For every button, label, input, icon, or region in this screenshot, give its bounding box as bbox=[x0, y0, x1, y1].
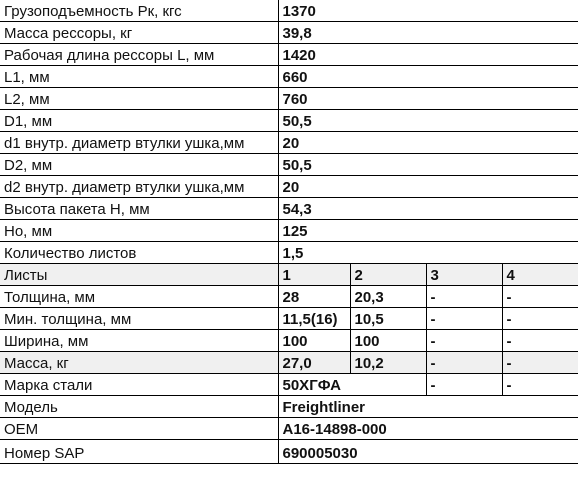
leaf-value: 100 bbox=[278, 330, 350, 352]
leaves-header-row bbox=[0, 264, 578, 286]
spec-label: Но, мм bbox=[0, 220, 278, 242]
spec-value: 1370 bbox=[278, 0, 578, 22]
spec-value: 50,5 bbox=[278, 110, 578, 132]
spec-label: L2, мм bbox=[0, 88, 278, 110]
spec-row-l2 bbox=[0, 88, 578, 110]
leaf-value: 28 bbox=[278, 286, 350, 308]
spec-label: Грузоподъемность Рк, кгс bbox=[0, 0, 278, 22]
spec-row-ho bbox=[0, 220, 578, 242]
leaf-value: 10,5 bbox=[350, 308, 426, 330]
spec-row-sap bbox=[0, 440, 578, 464]
spec-row-load-capacity bbox=[0, 0, 578, 22]
spec-value: 54,3 bbox=[278, 198, 578, 220]
leaf-value: - bbox=[502, 286, 578, 308]
model-value: Freightliner bbox=[278, 396, 578, 418]
leaf-value: - bbox=[426, 308, 502, 330]
spec-label: Масса рессоры, кг bbox=[0, 22, 278, 44]
spec-row-d2 bbox=[0, 154, 578, 176]
leaf-value: 20,3 bbox=[350, 286, 426, 308]
spec-label: D2, мм bbox=[0, 154, 278, 176]
sap-value: 690005030 bbox=[278, 440, 578, 464]
spec-label: Марка стали bbox=[0, 374, 278, 396]
spec-row-leaf-count bbox=[0, 242, 578, 264]
leaf-value: - bbox=[502, 330, 578, 352]
steel-grade-value: 50ХГФА bbox=[278, 374, 426, 396]
spec-label: Количество листов bbox=[0, 242, 278, 264]
leaf-column-header: 3 bbox=[426, 264, 502, 286]
leaf-value: - bbox=[426, 352, 502, 374]
spec-value: 20 bbox=[278, 176, 578, 198]
spec-row-d1 bbox=[0, 110, 578, 132]
leaf-value: - bbox=[426, 374, 502, 396]
spec-value: 39,8 bbox=[278, 22, 578, 44]
leaves-row-steel-grade bbox=[0, 374, 578, 396]
spec-label: Высота пакета Н, мм bbox=[0, 198, 278, 220]
spec-label: d1 внутр. диаметр втулки ушка,мм bbox=[0, 132, 278, 154]
spec-value: 20 bbox=[278, 132, 578, 154]
oem-value: A16-14898-000 bbox=[278, 418, 578, 440]
leaves-row-width bbox=[0, 330, 578, 352]
spec-label: L1, мм bbox=[0, 66, 278, 88]
leaf-column-header: 2 bbox=[350, 264, 426, 286]
spec-value: 1420 bbox=[278, 44, 578, 66]
spec-row-d1-inner bbox=[0, 132, 578, 154]
leaf-column-header: 1 bbox=[278, 264, 350, 286]
spec-row-pack-height bbox=[0, 198, 578, 220]
spec-label: d2 внутр. диаметр втулки ушка,мм bbox=[0, 176, 278, 198]
spec-value: 760 bbox=[278, 88, 578, 110]
spec-row-spring-mass bbox=[0, 22, 578, 44]
leaf-column-header: 4 bbox=[502, 264, 578, 286]
leaf-value: - bbox=[502, 374, 578, 396]
spec-row-oem bbox=[0, 418, 578, 440]
leaf-value: 11,5(16) bbox=[278, 308, 350, 330]
leaves-row-mass bbox=[0, 352, 578, 374]
leaf-value: 10,2 bbox=[350, 352, 426, 374]
leaves-row-min-thickness bbox=[0, 308, 578, 330]
leaf-value: - bbox=[502, 308, 578, 330]
spec-value: 50,5 bbox=[278, 154, 578, 176]
spec-label: Рабочая длина рессоры L, мм bbox=[0, 44, 278, 66]
spec-label: Масса, кг bbox=[0, 352, 278, 374]
spec-label: OEM bbox=[0, 418, 278, 440]
leaf-value: 100 bbox=[350, 330, 426, 352]
leaf-value: - bbox=[502, 352, 578, 374]
leaf-value: - bbox=[426, 330, 502, 352]
spec-value: 660 bbox=[278, 66, 578, 88]
spec-label: Ширина, мм bbox=[0, 330, 278, 352]
leaves-header-label: Листы bbox=[0, 264, 278, 286]
leaf-value: - bbox=[426, 286, 502, 308]
spec-row-d2-inner bbox=[0, 176, 578, 198]
leaf-value: 27,0 bbox=[278, 352, 350, 374]
spec-label: D1, мм bbox=[0, 110, 278, 132]
spec-value: 1,5 bbox=[278, 242, 578, 264]
spec-value: 125 bbox=[278, 220, 578, 242]
spec-row-l1 bbox=[0, 66, 578, 88]
spec-label: Мин. толщина, мм bbox=[0, 308, 278, 330]
spec-row-working-length bbox=[0, 44, 578, 66]
spec-row-model bbox=[0, 396, 578, 418]
spec-label: Модель bbox=[0, 396, 278, 418]
spec-label: Номер SAP bbox=[0, 440, 278, 464]
leaves-row-thickness bbox=[0, 286, 578, 308]
spec-label: Толщина, мм bbox=[0, 286, 278, 308]
